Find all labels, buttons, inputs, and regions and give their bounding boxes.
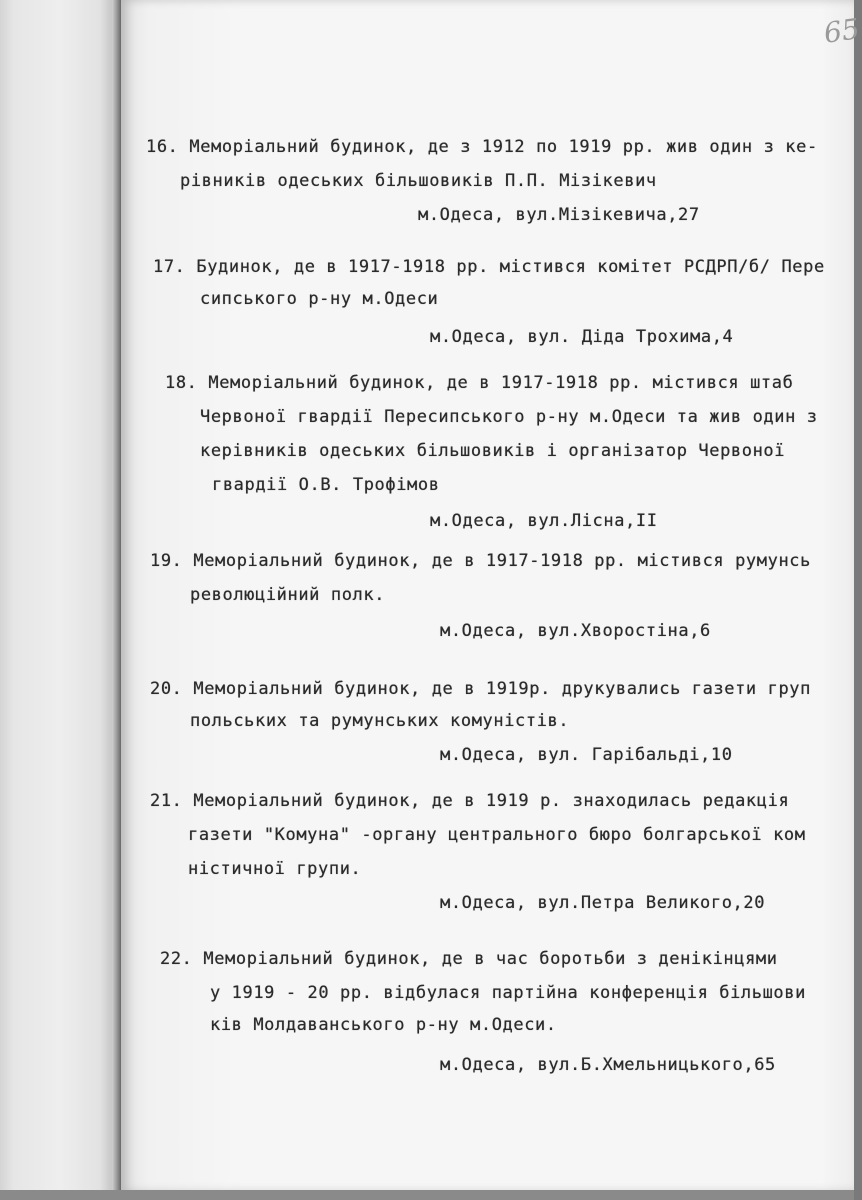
entry-22-line-2: у 1919 - 20 рр. відбулася партійна конференція більшови <box>210 983 806 1003</box>
entry-number: 18. <box>165 373 198 393</box>
underlying-page-edge <box>0 0 120 1200</box>
entry-18-line-3: керівників одеських більшовиків і організатор Червоної <box>200 441 786 461</box>
entry-19-address: м.Одеса, вул.Хворостіна,6 <box>440 621 711 641</box>
entry-16-line-1 <box>146 136 818 158</box>
entry-19-line-1 <box>150 550 811 572</box>
folio-number: 65 <box>821 12 862 50</box>
entry-21-address: м.Одеса, вул.Петра Великого,20 <box>440 893 766 913</box>
entry-text: Меморіальний будинок, де в 1917-1918 рр. містився штаб <box>208 373 794 393</box>
entry-number: 16. <box>146 137 179 157</box>
entry-number: 22. <box>160 949 193 969</box>
entry-text: Меморіальний будинок, де з 1912 по 1919 рр. жив один з ке- <box>189 137 818 157</box>
entry-number: 20. <box>150 679 183 699</box>
entry-text: Будинок, де в 1917-1918 рр. містився комітет РСДРП/б/ Пере <box>196 257 825 277</box>
entry-17-address: м.Одеса, вул. Діда Трохима,4 <box>430 327 734 347</box>
entry-number: 17. <box>153 257 186 277</box>
entry-text: Меморіальний будинок, де в час боротьби з денікінцями <box>203 949 778 969</box>
entry-number: 21. <box>150 791 183 811</box>
entry-21-line-1 <box>150 790 789 812</box>
entry-18-line-4: гвардії О.В. Трофімов <box>212 475 440 495</box>
entry-22-line-1 <box>160 948 778 970</box>
entry-16-line-2: рівників одеських більшовиків П.П. Мізікевич <box>180 171 657 191</box>
entry-18-address: м.Одеса, вул.Лісна,II <box>430 511 658 531</box>
entry-18-line-1 <box>165 372 793 394</box>
entry-19-line-2: революційний полк. <box>190 585 386 605</box>
entry-21-line-2: газети "Комуна" -органу центрального бюро болгарської ком <box>188 825 806 845</box>
entry-22-address: м.Одеса, вул.Б.Хмельницького,65 <box>440 1055 776 1075</box>
entry-20-line-1 <box>150 678 811 700</box>
entry-17-line-2: сипського р-ну м.Одеси <box>200 289 439 309</box>
entry-18-line-2: Червоної гвардії Пересипського р-ну м.Одеси та жив один з <box>200 407 818 427</box>
scan-bottom-edge <box>0 1190 854 1200</box>
entry-text: Меморіальний будинок, де в 1919 р. знаходилась редакція <box>193 791 790 811</box>
entry-21-line-3: ністичної групи. <box>188 859 362 879</box>
entry-20-line-2: польських та румунських комуністів. <box>190 711 570 731</box>
entry-number: 19. <box>150 551 183 571</box>
entry-20-address: м.Одеса, вул. Гарібальді,10 <box>440 745 733 765</box>
entry-text: Меморіальний будинок, де в 1917-1918 рр. містився румунсь <box>193 551 811 571</box>
entry-17-line-1 <box>153 256 825 278</box>
entry-16-address: м.Одеса, вул.Мізікевича,27 <box>418 205 700 225</box>
entry-text: Меморіальний будинок, де в 1919р. друкувались газети груп <box>193 679 811 699</box>
entry-22-line-3: ків Молдаванського р-ну м.Одеси. <box>210 1015 557 1035</box>
